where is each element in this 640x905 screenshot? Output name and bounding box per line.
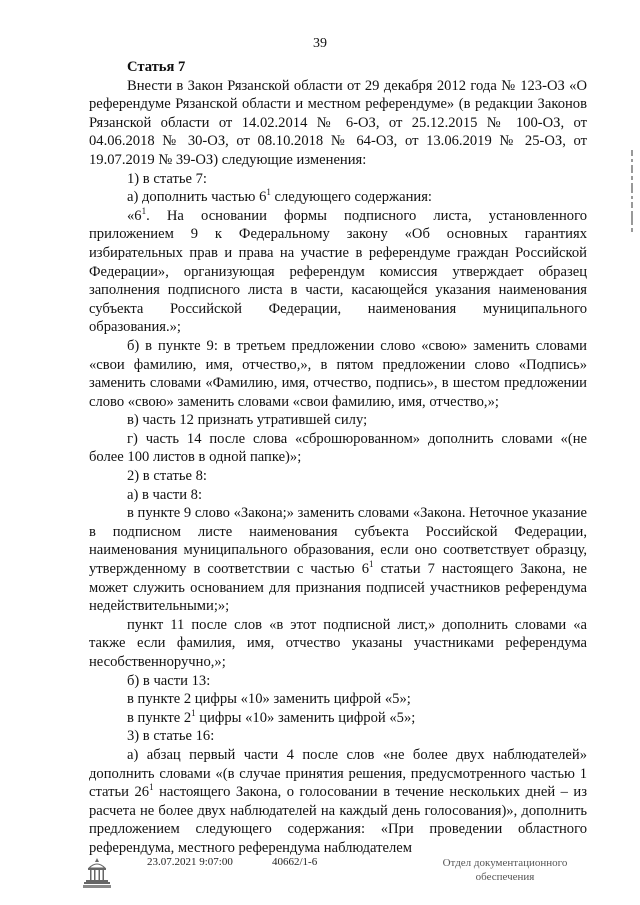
text-run: б) в пункте 9: в третьем предложении слово «свою» заменить словами «свои фамилию, имя, отчество,», в пятом предложении слово «Подпись» заменить словами «Фамилию, имя, отчество, подпись», в шестом предложении слово «свою» заменить словами «свои фамилию, имя, отчество,»;: [89, 337, 587, 410]
paragraph: [89, 430, 587, 467]
footer-date: 23.07.2021 9:07:00: [147, 856, 233, 868]
footer-doc-id: 40662/1-6: [272, 856, 318, 868]
paragraph: [89, 77, 587, 170]
text-run: пункт 11 после слов «в этот подписной лист,» дополнить словами «а также если фамилия, имя, отчество указаны участниками референдума несобственноручно,»;: [89, 616, 587, 670]
text-run: в пункте 9 слово «Закона;» заменить словами «Закона. Неточное указание в подписном листе наименования субъекта Российской Федерации, наименования муниципального образования, если оно соответствует образцу, утвержденному в соответствии с частью 6: [89, 505, 587, 578]
page-footer: [0, 856, 640, 896]
text-run: цифры «10» заменить цифрой «5»;: [195, 709, 416, 726]
text-run: а) дополнить частью 6: [127, 189, 267, 206]
text-run: . На основании формы подписного листа, установленного приложением 9 к Федеральному закону «Об основных гарантиях избирательных прав и права на участие в референдуме граждан Российской Федерации», организующая референдум комиссия утверждает образец заполнения подписного листа в части, касающейся указания наименования субъекта Российской Федерации, наименования муниципального образования.»;: [89, 207, 587, 336]
paragraph: [89, 170, 587, 189]
text-run: следующего содержания:: [270, 189, 432, 206]
footer-department-line2: обеспечения: [475, 871, 535, 883]
text-run: Статья 7: [127, 59, 186, 75]
text-run: а) абзац первый части 4 после слов «не более двух наблюдателей» дополнить словами «(в случае принятия решения, предусмотренного частью 1 статьи 26: [89, 746, 587, 801]
paragraph: [89, 616, 587, 672]
superscript: 1: [141, 205, 147, 216]
superscript: 1: [149, 782, 154, 793]
footer-department-line1: Отдел документационного: [442, 857, 568, 869]
page-number: 39: [313, 36, 327, 51]
paragraph: [89, 188, 587, 207]
paragraph: [89, 709, 587, 728]
paragraph: [89, 411, 587, 430]
text-run: «6: [127, 207, 142, 224]
paragraph: [89, 672, 587, 691]
text-run: г) часть 14 после слова «сброшюрованном» дополнить словами «(не более 100 листов в одной папке)»;: [89, 430, 587, 466]
superscript: 1: [266, 187, 271, 198]
text-run: в пункте 2 цифры «10» заменить цифрой «5»;: [127, 691, 411, 708]
text-run: 3) в статье 16:: [127, 728, 215, 745]
text-run: 2) в статье 8:: [127, 468, 207, 485]
paragraph: [89, 467, 587, 486]
text-run: 1) в статье 7:: [127, 170, 207, 187]
paragraph: [89, 486, 587, 505]
paragraph: [89, 690, 587, 709]
paragraph: [89, 727, 587, 746]
superscript: 1: [369, 559, 374, 570]
footer-department: [420, 856, 590, 884]
text-run: настоящего Закона, о голосовании в течение нескольких дней – из расчета не более двух наблюдателей на каждый день голосования)», дополнить предложением следующего содержания: «При проведении областного референдума, местного референдума наблюдателем: [89, 784, 587, 856]
text-run: а) в части 8:: [127, 486, 203, 503]
text-run: статьи 7 настоящего Закона, не может служить основанием для признания подписей участников референдума недействительными;»;: [89, 561, 587, 615]
paragraph: [89, 504, 587, 616]
document-body: [89, 58, 587, 858]
text-run: в пункте 2: [127, 709, 192, 726]
duma-logo-icon: [80, 856, 114, 890]
article-heading: [89, 58, 587, 77]
text-run: Внести в Закон Рязанской области от 29 декабря 2012 года № 123-ОЗ «О референдуме Рязанской области и местном референдуме» (в редакции Законов Рязанской области от 14.02.2014 № 6-ОЗ, от 25.12.2015 № 100-ОЗ, от 04.06.2018 № 30-ОЗ, от 08.10.2018 № 64-ОЗ, от 13.06.2019 № 25-ОЗ, от 19.07.2019 № 39-ОЗ) следующие изменения:: [89, 77, 587, 168]
paragraph: [89, 337, 587, 411]
superscript: 1: [191, 707, 196, 718]
margin-scan-marks: [628, 150, 636, 270]
paragraph: [89, 207, 587, 337]
text-run: б) в части 13:: [127, 672, 211, 689]
text-run: в) часть 12 признать утратившей силу;: [127, 412, 368, 429]
paragraph: [89, 746, 587, 858]
